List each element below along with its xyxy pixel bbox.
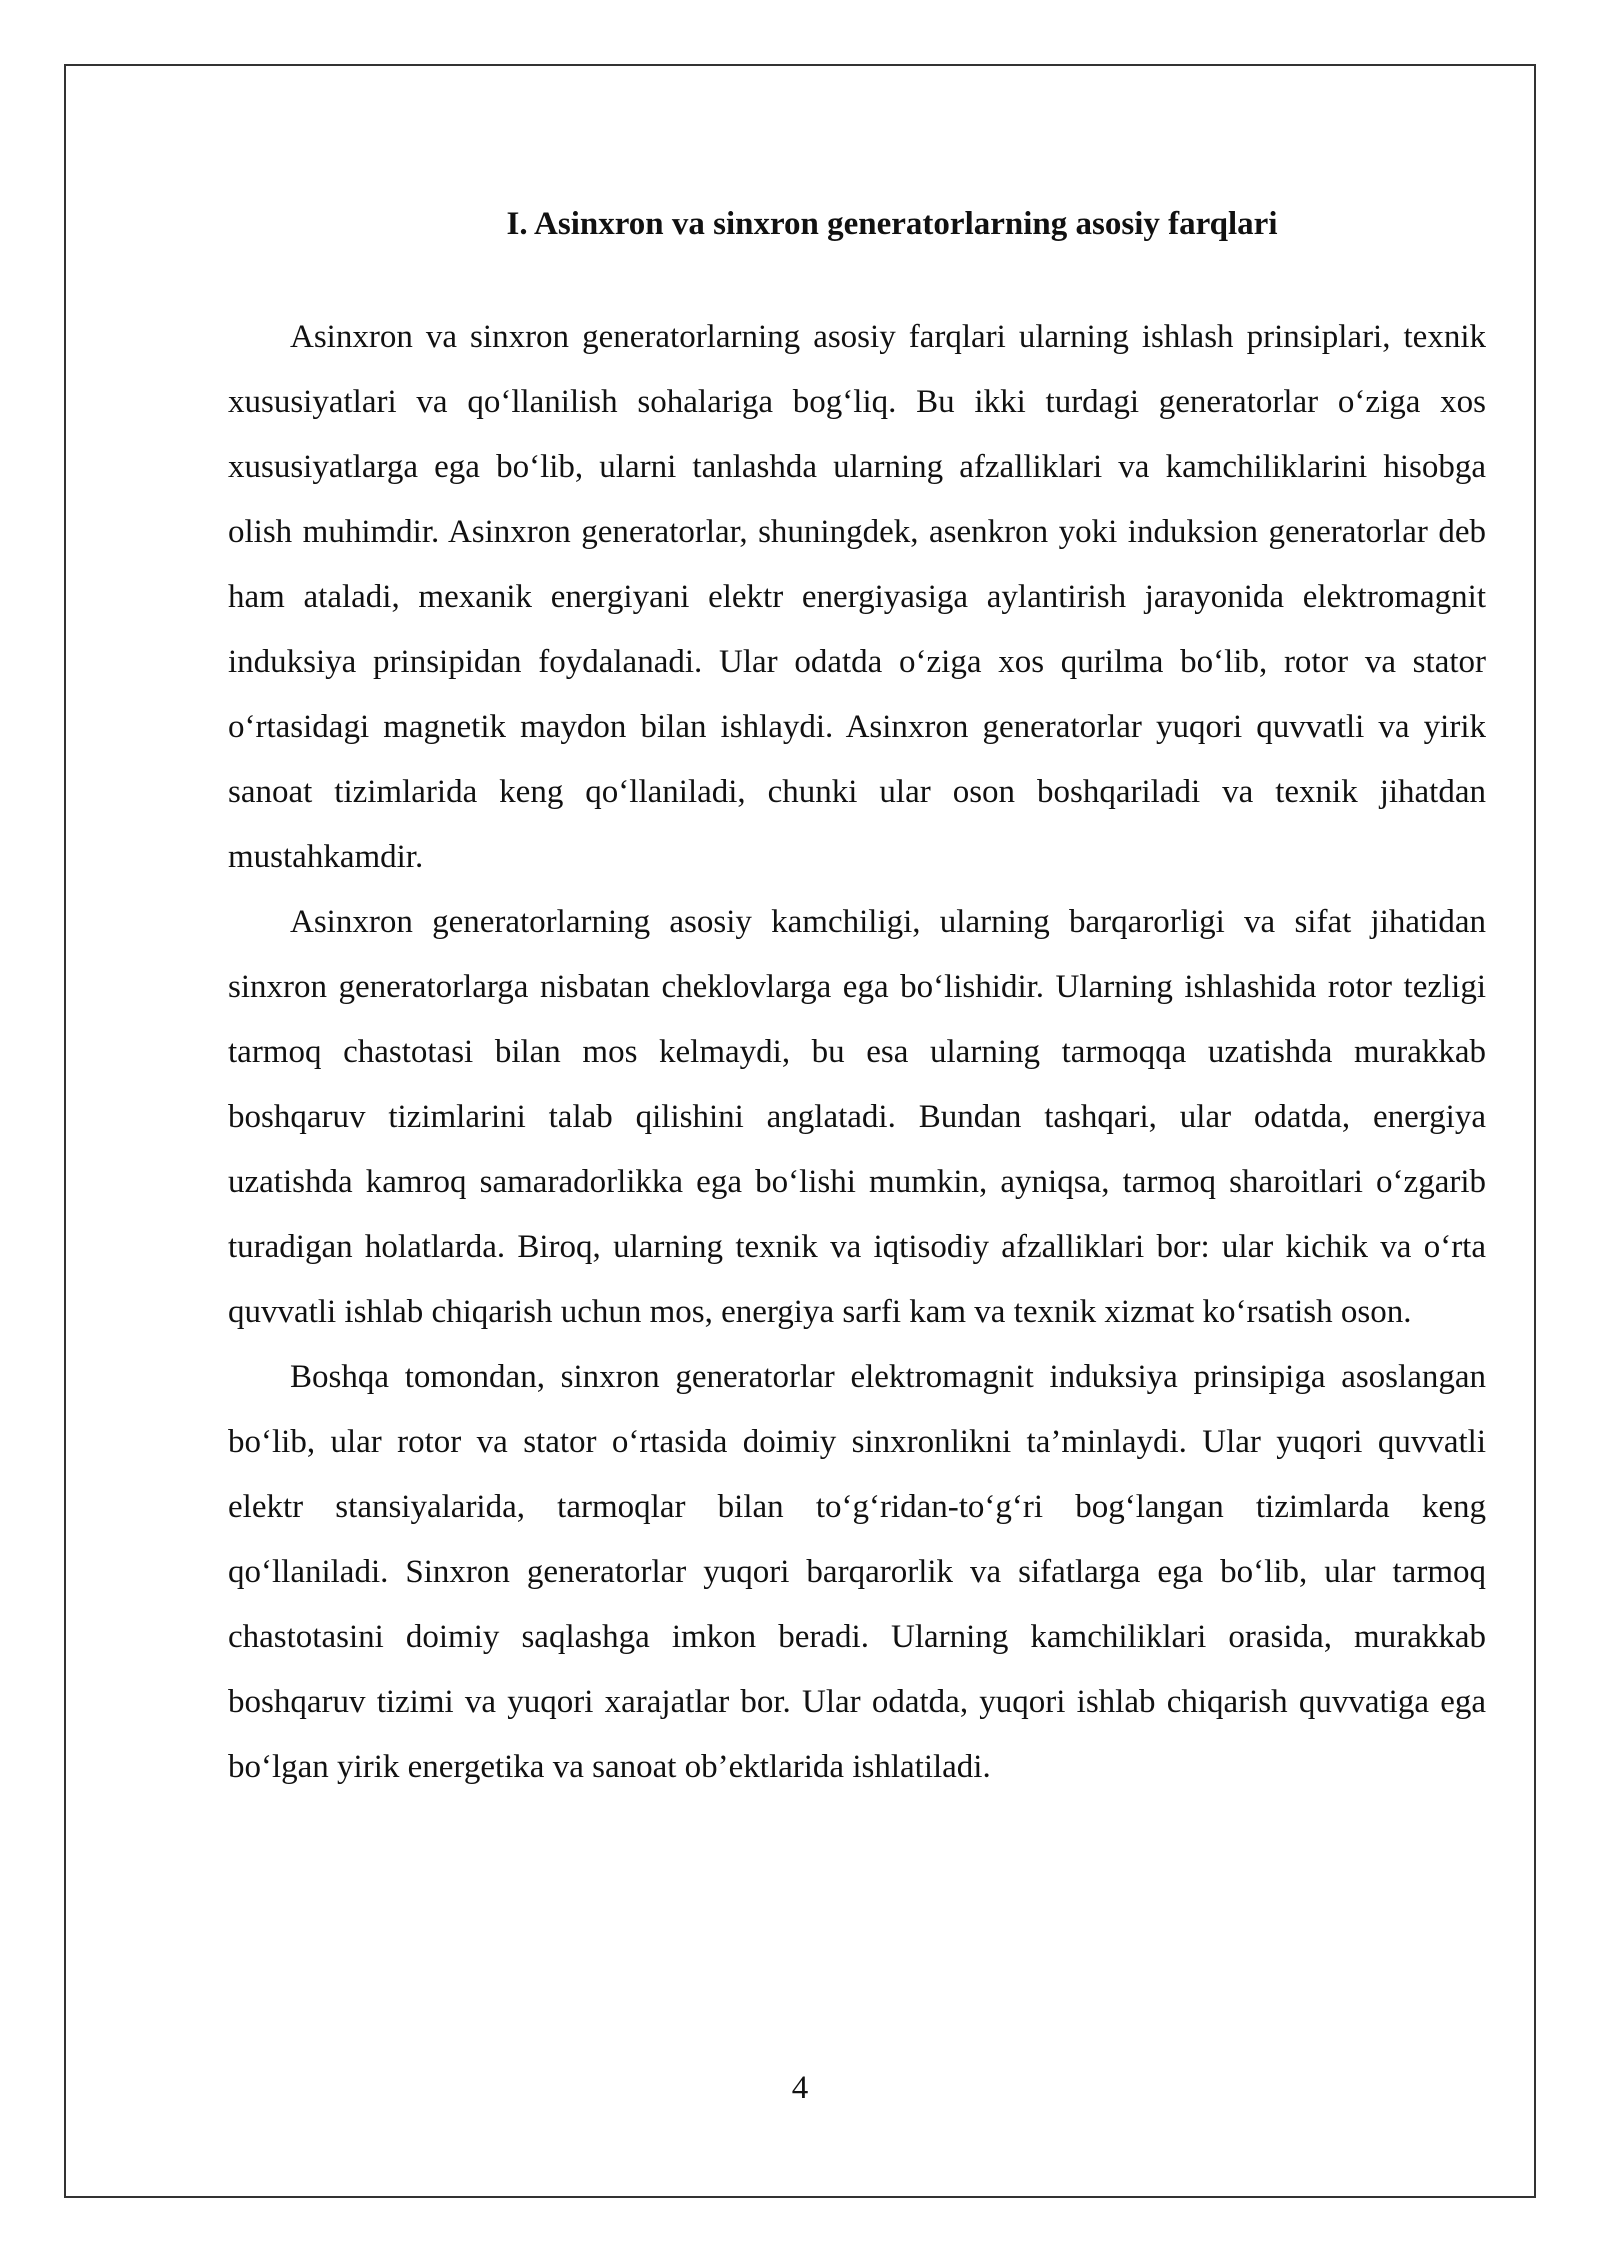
body-text xyxy=(228,305,1486,1800)
paragraph-3: Boshqa tomondan, sinxron generatorlar elektromagnit induksiya prinsipiga asoslangan bo‘lib, ular rotor va stator o‘rtasida doimiy sinxronlikni ta’minlaydi. Ular yuqori quvvatli elektr stansiyalarida, tarmoqlar bilan to‘g‘ridan-to‘g‘ri bog‘langan tizimlarda keng qo‘llaniladi. Sinxron generatorlar yuqori barqarorlik va sifatlarga ega bo‘lib, ular tarmoq chastotasini doimiy saqlashga imkon beradi. Ularning kamchiliklari orasida, murakkab boshqaruv tizimi va yuqori xarajatlar bor. Ular odatda, yuqori ishlab chiqarish quvvatiga ega bo‘lgan yirik energetika va sanoat ob’ektlarida ishlatiladi. xyxy=(228,1359,1486,1785)
page-number: 4 xyxy=(791,2070,809,2106)
paragraph-2: Asinxron generatorlarning asosiy kamchiligi, ularning barqarorligi va sifat jihatidan sinxron generatorlarga nisbatan cheklovlarga ega bo‘lishidir. Ularning ishlashida rotor tezligi tarmoq chastotasi bilan mos kelmaydi, bu esa ularning tarmoqqa uzatishda murakkab boshqaruv tizimlarini talab qilishini anglatadi. Bundan tashqari, ular odatda, energiya uzatishda kamroq samaradorlikka ega bo‘lishi mumkin, ayniqsa, tarmoq sharoitlari o‘zgarib turadigan holatlarda. Biroq, ularning texnik va iqtisodiy afzalliklari bor: ular kichik va o‘rta quvvatli ishlab chiqarish uchun mos, energiya sarfi kam va texnik xizmat ko‘rsatish oson. xyxy=(228,904,1486,1330)
section-heading: I. Asinxron va sinxron generatorlarning asosiy farqlari xyxy=(506,206,1278,242)
paragraph-1: Asinxron va sinxron generatorlarning asosiy farqlari ularning ishlash prinsiplari, texnik xususiyatlari va qo‘llanilish sohalariga bog‘liq. Bu ikki turdagi generatorlar o‘ziga xos xususiyatlarga ega bo‘lib, ularni tanlashda ularning afzalliklari va kamchiliklarini hisobga olish muhimdir. Asinxron generatorlar, shuningdek, asenkron yoki induksion generatorlar deb ham ataladi, mexanik energiyani elektr energiyasiga aylantirish jarayonida elektromagnit induksiya prinsipidan foydalanadi. Ular odatda o‘ziga xos qurilma bo‘lib, rotor va stator o‘rtasidagi magnetik maydon bilan ishlaydi. Asinxron generatorlar yuqori quvvatli va yirik sanoat tizimlarida keng qo‘llaniladi, chunki ular oson boshqariladi va texnik jihatdan mustahkamdir. xyxy=(228,319,1486,875)
